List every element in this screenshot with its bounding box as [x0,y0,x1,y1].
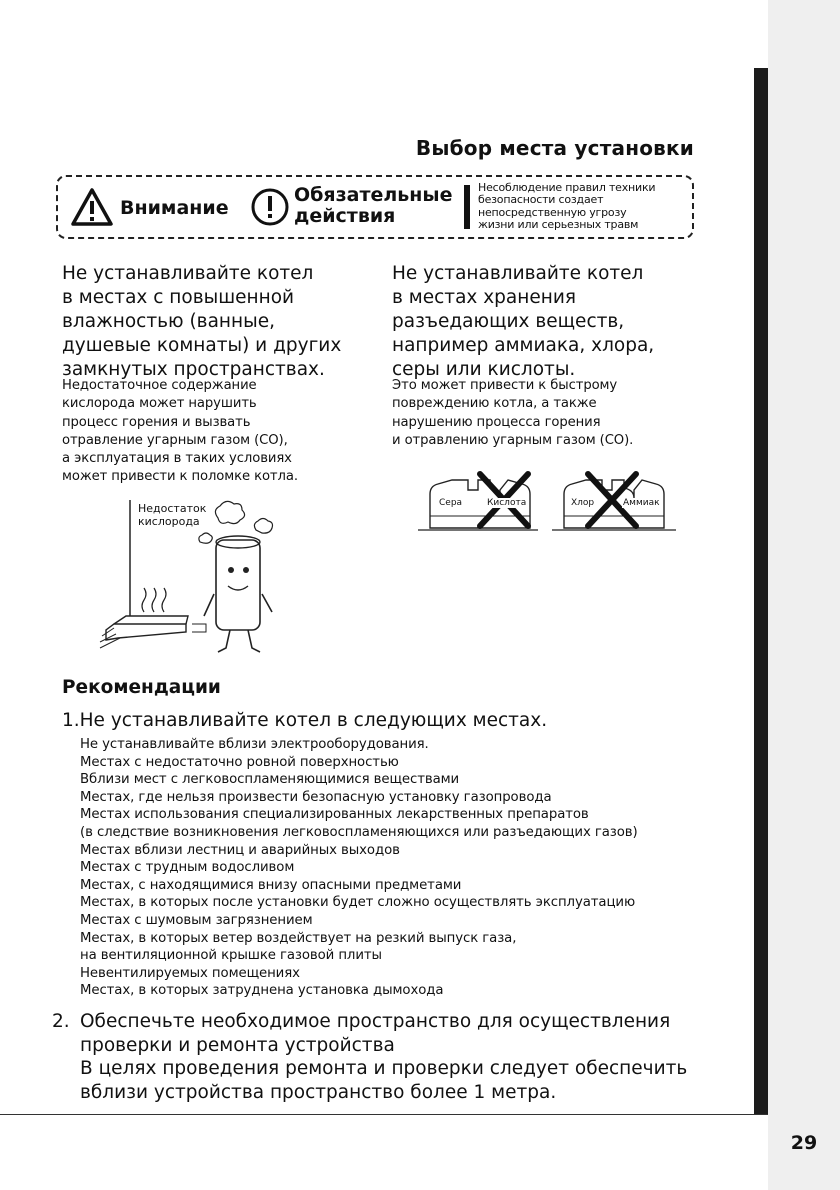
container-label-ammonia: Аммиак [623,498,660,508]
safety-note: Несоблюдение правил техники безопасности создает непосредственную угрозу жизни или серьезных травм [478,181,656,232]
list-item: Местах с недостаточно ровной поверхностью [80,754,399,770]
container-label-acid: Кислота [487,498,527,508]
warning-triangle-icon [70,187,114,227]
mandatory-label: Обязательные действия [294,184,453,227]
list-item: Местах, с находящимися внизу опасными предметами [80,877,462,893]
mandatory-icon [250,186,290,228]
page-number: 29 [790,1132,818,1154]
side-strip [768,0,840,1190]
list-item: (в следствие возникновения легковоспламеняющихся или разъедающих газов) [80,824,638,840]
left-heading: Не устанавливайте котел в местах с повышенной влажностью (ванные, душевые комнаты) и других замкнутых пространствах. [62,263,342,380]
recommendations-title: Рекомендации [62,677,221,698]
list-item: Местах, в которых затруднена установка дымохода [80,983,444,999]
list-item: Местах, в которых ветер воздействует на резкий выпуск газа, [80,930,517,946]
list-item: Местах с трудным водосливом [80,860,295,876]
oxygen-label-line2: кислорода [138,515,200,528]
low-oxygen-illustration [96,498,286,658]
list-item: Вблизи мест с легковоспламеняющимися веществами [80,772,460,788]
container-label-sulfur: Сера [439,498,463,508]
recommendation-2-number: 2. [52,1011,70,1032]
note-bar [464,185,470,229]
left-body: Недостаточное содержание кислорода может нарушить процесс горения и вызвать отравление угарным газом (СО), а эксплуатация в таких условиях может привести к поломке котла. [62,378,298,485]
side-bar [754,68,768,1115]
oxygen-label [138,502,210,528]
recommendation-1-heading: 1.Не устанавливайте котел в следующих местах. [62,710,548,731]
list-item: на вентиляционной крышке газовой плиты [80,948,382,964]
list-item: Местах, где нельзя произвести безопасную установку газопровода [80,789,552,805]
attention-label: Внимание [120,197,229,219]
chemicals-illustration [418,466,688,556]
list-item: Местах вблизи лестниц и аварийных выходов [80,842,400,858]
containers-graphic [418,466,688,552]
warning-box [56,175,694,239]
container-label-chlorine: Хлор [571,498,595,508]
bottom-divider [0,1114,768,1115]
list-item: Местах использования специализированных лекарственных препаратов [80,807,589,823]
list-item: Невентилируемых помещениях [80,965,300,981]
right-heading: Не устанавливайте котел в местах хранения разъедающих веществ, например аммиака, хлора, серы или кислоты. [392,263,655,380]
right-body: Это может привести к быстрому повреждению котла, а также нарушению процесса горения и отравлению угарным газом (СО). [392,378,634,448]
list-item: Местах, в которых после установки будет сложно осуществлять эксплуатацию [80,895,636,911]
recommendation-2-text: Обеспечьте необходимое пространство для осуществления проверки и ремонта устройства В целях проведения ремонта и проверки следует обеспечить вблизи устройства пространство более 1 метра. [80,1011,688,1103]
oxygen-label-line1: Недостаток [138,502,207,515]
section-title: Выбор места установки [415,136,694,160]
list-item: Местах с шумовым загрязнением [80,912,313,928]
recommendation-1-list [80,736,638,1000]
list-item: Не устанавливайте вблизи электрооборудования. [80,737,429,752]
